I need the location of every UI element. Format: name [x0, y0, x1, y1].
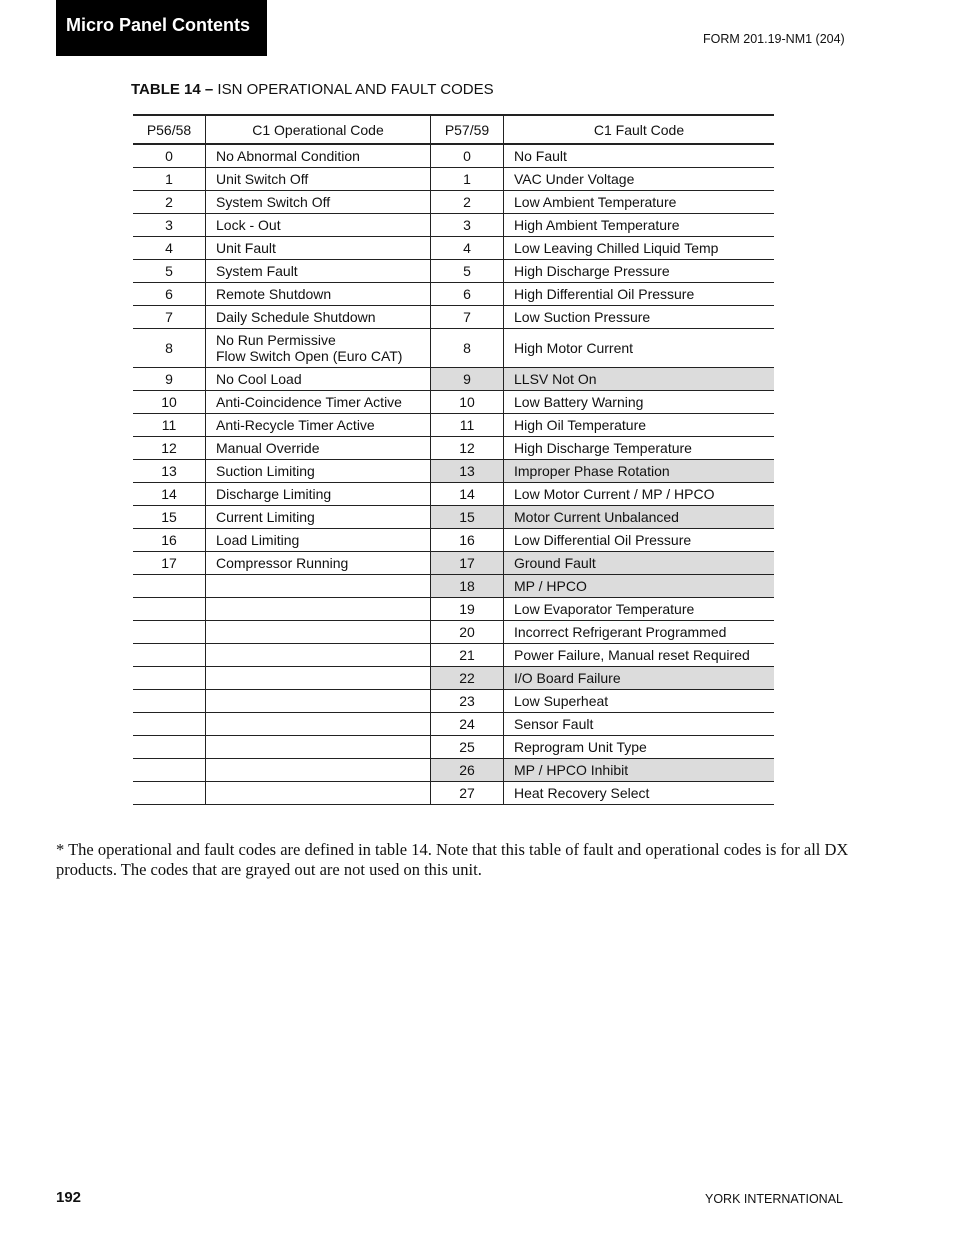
- op-code-number: 16: [133, 529, 206, 552]
- table-row: [133, 168, 774, 191]
- op-code-number: 17: [133, 552, 206, 575]
- fault-code-description: Ground Fault: [504, 552, 775, 575]
- op-code-description: [206, 736, 431, 759]
- op-code-description: [206, 575, 431, 598]
- table-row: [133, 306, 774, 329]
- table-row: [133, 644, 774, 667]
- fault-code-number: 15: [431, 506, 504, 529]
- column-header-op-num: P56/58: [133, 115, 206, 144]
- op-code-line: Unit Fault: [216, 240, 276, 256]
- op-code-description: [206, 690, 431, 713]
- fault-code-number: 9: [431, 368, 504, 391]
- table-title: [131, 81, 494, 98]
- form-id: FORM 201.19-NM1 (204): [703, 32, 845, 46]
- op-code-description: [206, 191, 431, 214]
- op-code-number: 3: [133, 214, 206, 237]
- fault-code-description: MP / HPCO Inhibit: [504, 759, 775, 782]
- fault-code-number: 20: [431, 621, 504, 644]
- table-row: [133, 713, 774, 736]
- op-code-line: Current Limiting: [216, 509, 315, 525]
- op-code-line: Daily Schedule Shutdown: [216, 309, 376, 325]
- fault-code-number: 5: [431, 260, 504, 283]
- fault-code-number: 24: [431, 713, 504, 736]
- op-code-number: 2: [133, 191, 206, 214]
- op-code-number: [133, 736, 206, 759]
- op-code-description: [206, 168, 431, 191]
- op-code-number: 9: [133, 368, 206, 391]
- fault-code-number: 1: [431, 168, 504, 191]
- fault-code-number: 14: [431, 483, 504, 506]
- op-code-description: [206, 391, 431, 414]
- section-title: Micro Panel Contents: [56, 0, 267, 56]
- fault-code-description: High Differential Oil Pressure: [504, 283, 775, 306]
- op-code-line: Lock - Out: [216, 217, 281, 233]
- table-row: [133, 214, 774, 237]
- fault-code-description: VAC Under Voltage: [504, 168, 775, 191]
- fault-code-description: Power Failure, Manual reset Required: [504, 644, 775, 667]
- fault-code-number: 11: [431, 414, 504, 437]
- op-code-description: [206, 759, 431, 782]
- table-row: [133, 552, 774, 575]
- op-code-line: No Abnormal Condition: [216, 148, 360, 164]
- op-code-line: No Cool Load: [216, 371, 302, 387]
- column-header-fault-code: C1 Fault Code: [504, 115, 775, 144]
- op-code-number: 7: [133, 306, 206, 329]
- fault-code-number: 13: [431, 460, 504, 483]
- op-code-number: 12: [133, 437, 206, 460]
- op-code-number: 5: [133, 260, 206, 283]
- fault-code-description: Low Differential Oil Pressure: [504, 529, 775, 552]
- fault-code-description: LLSV Not On: [504, 368, 775, 391]
- table-row: [133, 329, 774, 368]
- op-code-number: 10: [133, 391, 206, 414]
- fault-code-number: 25: [431, 736, 504, 759]
- column-header-op-code: C1 Operational Code: [206, 115, 431, 144]
- table-body: [133, 144, 774, 805]
- op-code-number: [133, 782, 206, 805]
- op-code-line: No Run Permissive: [216, 332, 336, 348]
- fault-code-description: Incorrect Refrigerant Programmed: [504, 621, 775, 644]
- op-code-description: [206, 667, 431, 690]
- fault-code-description: Sensor Fault: [504, 713, 775, 736]
- op-code-number: 6: [133, 283, 206, 306]
- fault-code-description: No Fault: [504, 144, 775, 168]
- fault-code-number: 26: [431, 759, 504, 782]
- fault-code-description: Reprogram Unit Type: [504, 736, 775, 759]
- fault-code-number: 12: [431, 437, 504, 460]
- op-code-number: 14: [133, 483, 206, 506]
- fault-code-description: Low Ambient Temperature: [504, 191, 775, 214]
- op-code-description: [206, 506, 431, 529]
- fault-code-number: 23: [431, 690, 504, 713]
- op-code-description: [206, 237, 431, 260]
- op-code-number: [133, 598, 206, 621]
- op-code-number: [133, 667, 206, 690]
- op-code-description: [206, 283, 431, 306]
- table-row: [133, 237, 774, 260]
- fault-code-number: 18: [431, 575, 504, 598]
- op-code-description: [206, 437, 431, 460]
- column-header-fault-num: P57/59: [431, 115, 504, 144]
- fault-code-description: MP / HPCO: [504, 575, 775, 598]
- op-code-line: Remote Shutdown: [216, 286, 332, 302]
- op-code-line: System Fault: [216, 263, 298, 279]
- fault-code-description: High Ambient Temperature: [504, 214, 775, 237]
- table-row: [133, 506, 774, 529]
- op-code-number: [133, 621, 206, 644]
- op-code-description: [206, 782, 431, 805]
- table-row: [133, 483, 774, 506]
- op-code-number: [133, 759, 206, 782]
- op-code-description: [206, 260, 431, 283]
- op-code-line: Manual Override: [216, 440, 320, 456]
- fault-code-description: Low Suction Pressure: [504, 306, 775, 329]
- op-code-description: [206, 483, 431, 506]
- table-row: [133, 529, 774, 552]
- fault-code-number: 6: [431, 283, 504, 306]
- op-code-number: 0: [133, 144, 206, 168]
- table-row: [133, 144, 774, 168]
- table-row: [133, 460, 774, 483]
- fault-code-description: Low Motor Current / MP / HPCO: [504, 483, 775, 506]
- op-code-line: Anti-Recycle Timer Active: [216, 417, 375, 433]
- op-code-line: System Switch Off: [216, 194, 331, 210]
- fault-code-description: High Discharge Temperature: [504, 437, 775, 460]
- op-code-description: [206, 644, 431, 667]
- op-code-description: [206, 214, 431, 237]
- op-code-number: [133, 713, 206, 736]
- op-code-number: 1: [133, 168, 206, 191]
- fault-code-number: 2: [431, 191, 504, 214]
- fault-code-description: Low Battery Warning: [504, 391, 775, 414]
- op-code-number: 15: [133, 506, 206, 529]
- fault-code-description: I/O Board Failure: [504, 667, 775, 690]
- fault-code-description: Motor Current Unbalanced: [504, 506, 775, 529]
- codes-table: [133, 114, 774, 805]
- fault-code-description: High Oil Temperature: [504, 414, 775, 437]
- op-code-description: [206, 144, 431, 168]
- fault-code-description: Low Evaporator Temperature: [504, 598, 775, 621]
- fault-code-description: Heat Recovery Select: [504, 782, 775, 805]
- table-row: [133, 260, 774, 283]
- table-row: [133, 667, 774, 690]
- table-row: [133, 283, 774, 306]
- table-row: [133, 368, 774, 391]
- table-row: [133, 621, 774, 644]
- table-row: [133, 690, 774, 713]
- fault-code-description: High Motor Current: [504, 329, 775, 368]
- op-code-number: [133, 690, 206, 713]
- op-code-number: 8: [133, 329, 206, 368]
- table-row: [133, 575, 774, 598]
- table-row: [133, 759, 774, 782]
- op-code-line: Unit Switch Off: [216, 171, 309, 187]
- table-title-text: ISN OPERATIONAL AND FAULT CODES: [213, 81, 494, 98]
- op-code-number: [133, 644, 206, 667]
- op-code-description: [206, 368, 431, 391]
- fault-code-number: 21: [431, 644, 504, 667]
- table-row: [133, 782, 774, 805]
- table-row: [133, 437, 774, 460]
- op-code-description: [206, 598, 431, 621]
- fault-code-number: 22: [431, 667, 504, 690]
- fault-code-number: 19: [431, 598, 504, 621]
- table-row: [133, 191, 774, 214]
- op-code-line: Load Limiting: [216, 532, 300, 548]
- op-code-description: [206, 329, 431, 368]
- table-row: [133, 391, 774, 414]
- fault-code-number: 0: [431, 144, 504, 168]
- op-code-line: Compressor Running: [216, 555, 349, 571]
- fault-code-description: High Discharge Pressure: [504, 260, 775, 283]
- fault-code-number: 17: [431, 552, 504, 575]
- fault-code-number: 10: [431, 391, 504, 414]
- op-code-number: [133, 575, 206, 598]
- op-code-number: 13: [133, 460, 206, 483]
- op-code-description: [206, 414, 431, 437]
- fault-code-description: Improper Phase Rotation: [504, 460, 775, 483]
- op-code-description: [206, 713, 431, 736]
- fault-code-number: 8: [431, 329, 504, 368]
- fault-code-number: 7: [431, 306, 504, 329]
- table-row: [133, 736, 774, 759]
- fault-code-number: 4: [431, 237, 504, 260]
- op-code-line: Anti-Coincidence Timer Active: [216, 394, 402, 410]
- op-code-line: Discharge Limiting: [216, 486, 332, 502]
- op-code-description: [206, 552, 431, 575]
- fault-code-description: Low Leaving Chilled Liquid Temp: [504, 237, 775, 260]
- op-code-description: [206, 306, 431, 329]
- table-row: [133, 414, 774, 437]
- op-code-description: [206, 621, 431, 644]
- fault-code-number: 3: [431, 214, 504, 237]
- op-code-number: 4: [133, 237, 206, 260]
- op-code-line: Suction Limiting: [216, 463, 315, 479]
- company-name: YORK INTERNATIONAL: [705, 1192, 843, 1206]
- page-number: 192: [56, 1189, 82, 1206]
- table-header-row: [133, 115, 774, 144]
- fault-code-description: Low Superheat: [504, 690, 775, 713]
- table-title-label: TABLE 14 –: [131, 81, 214, 98]
- fault-code-number: 27: [431, 782, 504, 805]
- op-code-description: [206, 460, 431, 483]
- op-code-line: Flow Switch Open (Euro CAT): [216, 348, 403, 364]
- op-code-number: 11: [133, 414, 206, 437]
- op-code-description: [206, 529, 431, 552]
- table-row: [133, 598, 774, 621]
- footnote: * The operational and fault codes are defined in table 14. Note that this table of fault and operational codes is for all DX products. The codes that are grayed out are not used on this unit.: [56, 840, 849, 879]
- fault-code-number: 16: [431, 529, 504, 552]
